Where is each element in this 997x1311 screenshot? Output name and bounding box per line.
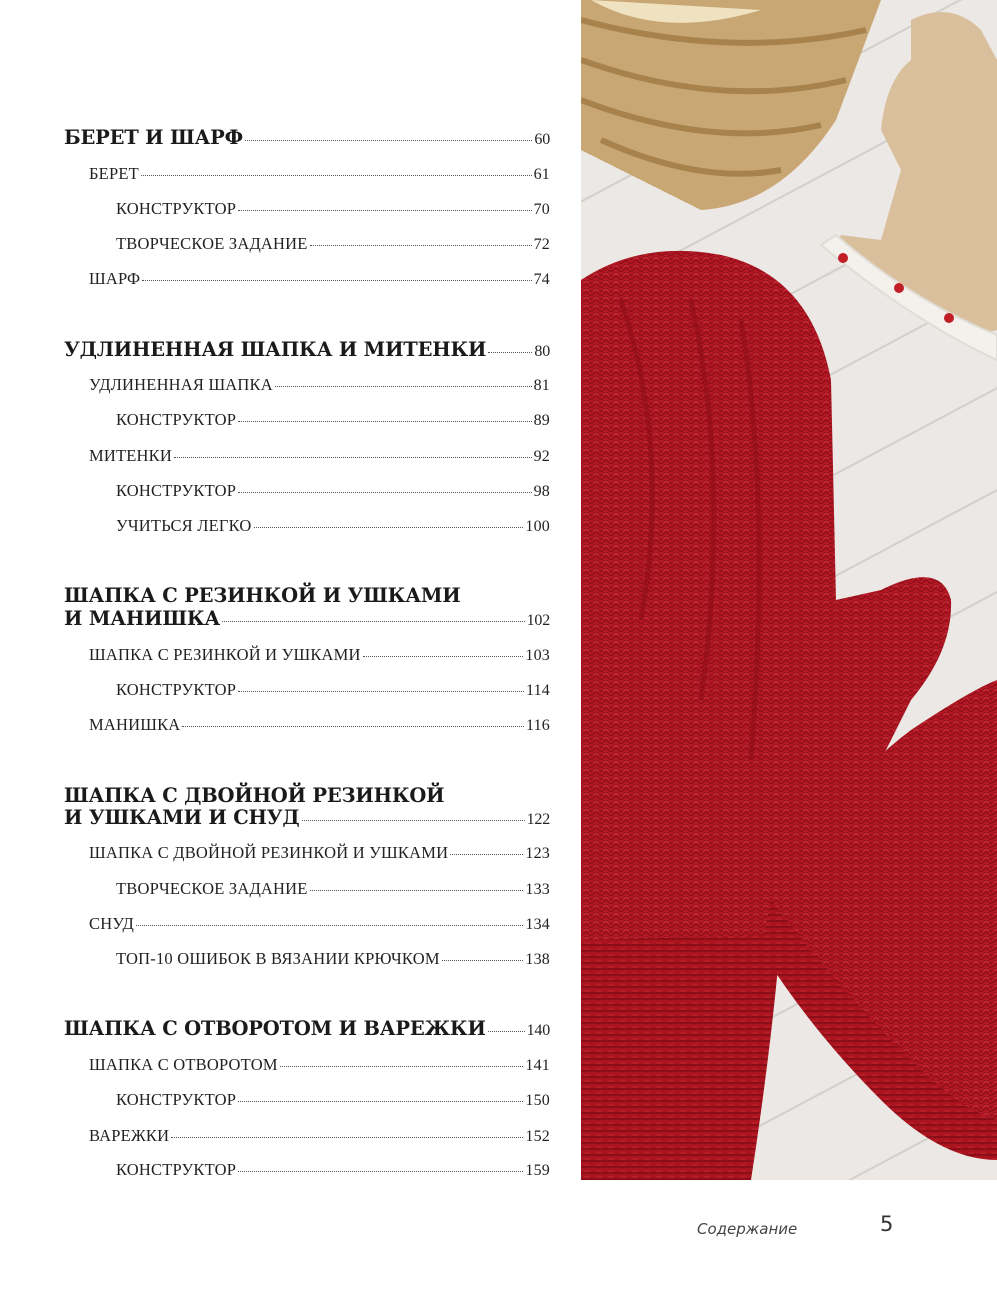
toc-page-number: 72 (533, 236, 550, 253)
toc-page-number: 122 (526, 811, 550, 828)
toc-page-number: 152 (525, 1128, 550, 1145)
toc-page-number: 100 (525, 518, 550, 535)
toc-entry[interactable] (116, 879, 550, 899)
dot-leader (238, 210, 531, 211)
toc-page-number: 89 (533, 412, 550, 429)
table-of-contents (64, 0, 550, 1200)
toc-entry-label: ШАПКА С РЕЗИНКОЙ И УШКАМИ (89, 645, 361, 664)
toc-page-number: 61 (533, 166, 550, 183)
toc-entry-label: КОНСТРУКТОР (116, 481, 237, 500)
toc-entry-label: МАНИШКА (89, 715, 181, 734)
toc-page-number: 92 (533, 448, 550, 465)
toc-entry-label: КОНСТРУКТОР (116, 1090, 237, 1109)
dot-leader (245, 140, 532, 141)
toc-page-number: 150 (525, 1092, 550, 1109)
dot-leader (238, 1171, 523, 1172)
toc-page-number: 98 (533, 483, 550, 500)
toc-section-rib-hat-dickey[interactable] (64, 607, 550, 630)
dot-leader (182, 726, 524, 727)
toc-entry-label: БЕРЕТ (89, 164, 139, 183)
dot-leader (488, 1031, 525, 1032)
toc-entry-label: ТВОРЧЕСКОЕ ЗАДАНИЕ (116, 234, 308, 253)
toc-entry-label: ШАПКА С ОТВОРОТОМ (89, 1055, 278, 1074)
toc-entry[interactable] (116, 680, 550, 700)
toc-entry-label: СНУД (89, 914, 134, 933)
toc-section-title-line1[interactable]: ШАПКА С ДВОЙНОЙ РЕЗИНКОЙ (64, 784, 445, 807)
dot-leader (238, 691, 524, 692)
toc-entry[interactable] (89, 843, 550, 863)
toc-section-title-line2: И УШКАМИ И СНУД (64, 806, 300, 829)
dot-leader (310, 245, 532, 246)
toc-page-number: 60 (534, 131, 550, 148)
toc-entry[interactable] (116, 949, 550, 969)
toc-entry[interactable] (116, 1160, 550, 1180)
toc-entry[interactable] (116, 481, 550, 501)
toc-entry-label: ВАРЕЖКИ (89, 1126, 170, 1145)
toc-entry[interactable] (89, 1055, 550, 1075)
toc-section-title-line2: И МАНИШКА (64, 607, 221, 630)
dot-leader (238, 1101, 523, 1102)
toc-entry-label: УДЛИНЕННАЯ ШАПКА (89, 375, 273, 394)
toc-section-title: УДЛИНЕННАЯ ШАПКА И МИТЕНКИ (64, 338, 487, 361)
dot-leader (254, 527, 524, 528)
dot-leader (142, 280, 531, 281)
toc-entry[interactable] (89, 164, 550, 184)
toc-entry-label: КОНСТРУКТОР (116, 1160, 237, 1179)
toc-page-number: 138 (525, 951, 550, 968)
toc-entry-label: ТОП-10 ОШИБОК В ВЯЗАНИИ КРЮЧКОМ (116, 949, 440, 968)
toc-page-number: 102 (526, 612, 550, 629)
dot-leader (171, 1137, 523, 1138)
toc-entry-label: КОНСТРУКТОР (116, 680, 237, 699)
toc-section-title: БЕРЕТ И ШАРФ (64, 126, 243, 149)
toc-entry[interactable] (116, 516, 550, 536)
toc-entry[interactable] (89, 446, 550, 466)
toc-page-number: 141 (525, 1057, 550, 1074)
dot-leader (222, 621, 525, 622)
running-footer-section-title: Содержание (697, 1220, 798, 1238)
mittens-photo (581, 0, 997, 1180)
toc-entry[interactable] (89, 914, 550, 934)
toc-entry[interactable] (89, 269, 550, 289)
toc-entry-label: МИТЕНКИ (89, 446, 172, 465)
dot-leader (136, 925, 523, 926)
toc-page-number: 133 (525, 881, 550, 898)
dot-leader (363, 656, 524, 657)
toc-entry[interactable] (89, 645, 550, 665)
dot-leader (450, 854, 523, 855)
toc-entry[interactable] (116, 1090, 550, 1110)
page-number: 5 (880, 1212, 894, 1236)
toc-page-number: 116 (525, 717, 550, 734)
dot-leader (488, 352, 532, 353)
toc-page-number: 140 (526, 1022, 550, 1039)
toc-entry[interactable] (89, 375, 550, 395)
toc-section-beret-scarf[interactable] (64, 126, 550, 149)
dot-leader (238, 492, 531, 493)
dot-leader (238, 421, 531, 422)
toc-page-number: 74 (533, 271, 550, 288)
toc-page-number: 114 (525, 682, 550, 699)
toc-entry-label: ТВОРЧЕСКОЕ ЗАДАНИЕ (116, 879, 308, 898)
toc-entry-label: ШАРФ (89, 269, 141, 288)
toc-page-number: 123 (525, 845, 550, 862)
toc-entry-label: ШАПКА С ДВОЙНОЙ РЕЗИНКОЙ И УШКАМИ (89, 843, 449, 862)
toc-entry[interactable] (116, 199, 550, 219)
toc-page-number: 81 (533, 377, 550, 394)
toc-page-number: 103 (525, 647, 550, 664)
dot-leader (174, 457, 532, 458)
toc-section-title-line1[interactable]: ШАПКА С РЕЗИНКОЙ И УШКАМИ (64, 584, 461, 607)
toc-page-number: 134 (525, 916, 550, 933)
toc-entry[interactable] (89, 1126, 550, 1146)
toc-entry[interactable] (89, 715, 550, 735)
toc-page-number: 159 (525, 1162, 550, 1179)
toc-entry[interactable] (116, 234, 550, 254)
toc-section-cuff-hat-mittens[interactable] (64, 1017, 550, 1040)
toc-entry-label: УЧИТЬСЯ ЛЕГКО (116, 516, 252, 535)
dot-leader (275, 386, 532, 387)
dot-leader (442, 960, 524, 961)
dot-leader (310, 890, 524, 891)
toc-section-double-rib-hat-snood[interactable] (64, 806, 550, 829)
toc-section-title: ШАПКА С ОТВОРОТОМ И ВАРЕЖКИ (64, 1017, 486, 1040)
mittens-illustration (581, 0, 997, 1180)
toc-entry-label: КОНСТРУКТОР (116, 199, 237, 218)
toc-entry-label: КОНСТРУКТОР (116, 410, 237, 429)
toc-page-number: 70 (533, 201, 550, 218)
toc-section-long-hat-mitts[interactable] (64, 338, 550, 361)
dot-leader (141, 175, 532, 176)
dot-leader (280, 1066, 524, 1067)
toc-page-number: 80 (534, 343, 550, 360)
dot-leader (302, 820, 525, 821)
toc-entry[interactable] (116, 410, 550, 430)
